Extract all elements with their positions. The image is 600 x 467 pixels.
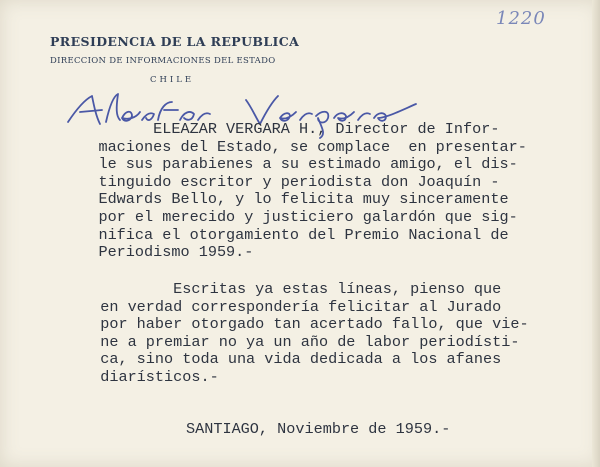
letter-paragraph-1: ELEAZAR VERGARA H., Director de Infor- maciones del Estado, se complace en presentar- le sus parabienes a su estimado amigo, el dis- tinguido escritor y periodista don Joaquín - Edwards Bello, y lo felicita muy sinceramente por el merecido y justiciero galardón que sig- nifica el otorgamiento del Premio Nacional de Periodismo 1959.- bbox=[98, 120, 527, 262]
letterhead-title: PRESIDENCIA DE LA REPUBLICA bbox=[50, 34, 300, 49]
letterhead-country: CHILE bbox=[150, 75, 195, 85]
letter-dateline: SANTIAGO, Noviembre de 1959.- bbox=[186, 420, 451, 438]
letter-paragraph-2: Escritas ya estas líneas, pienso que en verdad correspondería felicitar al Jurado por haber otorgado tan acertado fallo, que vie- ne a premiar no ya un año de labor periodísti- ca, sino toda una vida dedicada a los afanes diarísticos.- bbox=[100, 280, 529, 386]
archive-number: 1220 bbox=[496, 8, 546, 29]
letterhead-subtitle: DIRECCION DE INFORMACIONES DEL ESTADO bbox=[50, 56, 276, 66]
paper-edge bbox=[592, 0, 600, 467]
